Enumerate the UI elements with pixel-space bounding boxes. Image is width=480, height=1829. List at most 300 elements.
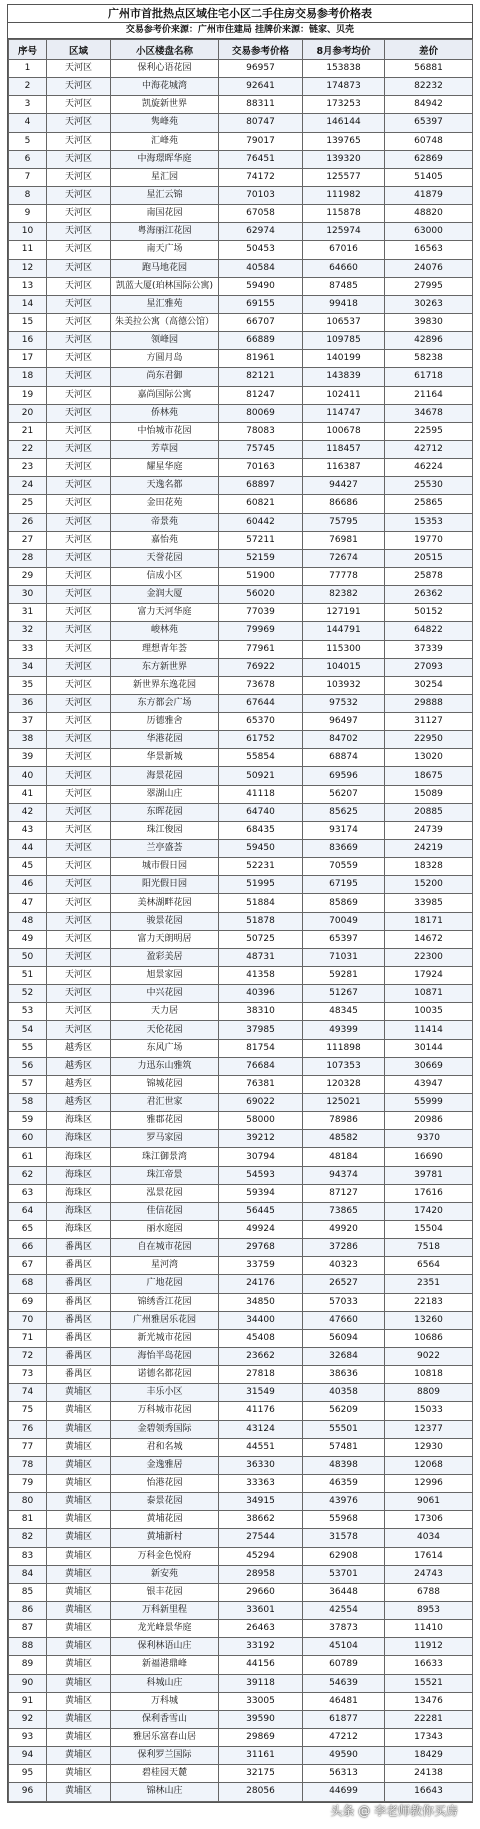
cell-reference-price: 33363 [219,1474,303,1492]
cell-index: 23 [9,459,47,477]
cell-index: 35 [9,676,47,694]
cell-estate-name: 锦城花园 [111,1075,219,1093]
table-row [9,1456,473,1474]
cell-price-difference: 27093 [385,658,473,676]
cell-price-difference: 2351 [385,1275,473,1293]
cell-estate-name: 金润大厦 [111,586,219,604]
cell-index: 42 [9,803,47,821]
cell-index: 19 [9,386,47,404]
cell-district: 番禺区 [47,1257,111,1275]
cell-district: 天河区 [47,930,111,948]
cell-estate-name: 锦林山庄 [111,1783,219,1801]
cell-index: 3 [9,96,47,114]
cell-index: 58 [9,1094,47,1112]
cell-estate-name: 耀星华庭 [111,459,219,477]
cell-august-avg-price: 86686 [303,495,385,513]
cell-district: 天河区 [47,332,111,350]
cell-august-avg-price: 85869 [303,894,385,912]
cell-price-difference: 14672 [385,930,473,948]
cell-estate-name: 理想青年荟 [111,640,219,658]
cell-price-difference: 17614 [385,1547,473,1565]
cell-district: 天河区 [47,840,111,858]
cell-price-difference: 13476 [385,1692,473,1710]
cell-estate-name: 凯蓝大厦(珀林国际公寓) [111,277,219,295]
cell-august-avg-price: 51267 [303,985,385,1003]
table-row [9,821,473,839]
cell-price-difference: 6564 [385,1257,473,1275]
cell-index: 85 [9,1583,47,1601]
cell-reference-price: 33005 [219,1692,303,1710]
table-row [9,1710,473,1728]
table-row [9,1202,473,1220]
cell-august-avg-price: 82382 [303,586,385,604]
cell-district: 黄埔区 [47,1438,111,1456]
cell-index: 15 [9,313,47,331]
cell-reference-price: 68435 [219,821,303,839]
table-row [9,767,473,785]
cell-district: 天河区 [47,350,111,368]
price-table-sheet [7,4,473,1803]
cell-price-difference: 17306 [385,1511,473,1529]
cell-reference-price: 76381 [219,1075,303,1093]
cell-index: 86 [9,1601,47,1619]
cell-district: 天河区 [47,295,111,313]
cell-price-difference: 51405 [385,168,473,186]
cell-reference-price: 39590 [219,1710,303,1728]
cell-reference-price: 70163 [219,459,303,477]
cell-august-avg-price: 40358 [303,1384,385,1402]
cell-district: 越秀区 [47,1094,111,1112]
table-row [9,1003,473,1021]
cell-price-difference: 16690 [385,1148,473,1166]
cell-price-difference: 64822 [385,622,473,640]
cell-price-difference: 13020 [385,749,473,767]
cell-reference-price: 51878 [219,912,303,930]
cell-august-avg-price: 102411 [303,386,385,404]
cell-price-difference: 27995 [385,277,473,295]
cell-august-avg-price: 84702 [303,731,385,749]
cell-index: 77 [9,1438,47,1456]
cell-district: 越秀区 [47,1075,111,1093]
table-row [9,1275,473,1293]
cell-august-avg-price: 71031 [303,948,385,966]
cell-august-avg-price: 77778 [303,567,385,585]
cell-index: 59 [9,1112,47,1130]
cell-price-difference: 22183 [385,1293,473,1311]
cell-estate-name: 历德雅舍 [111,713,219,731]
cell-index: 71 [9,1329,47,1347]
cell-reference-price: 45408 [219,1329,303,1347]
cell-district: 天河区 [47,549,111,567]
cell-price-difference: 30144 [385,1039,473,1057]
cell-reference-price: 33192 [219,1638,303,1656]
cell-reference-price: 44551 [219,1438,303,1456]
cell-index: 94 [9,1747,47,1765]
cell-reference-price: 50725 [219,930,303,948]
cell-estate-name: 佳信花园 [111,1202,219,1220]
cell-estate-name: 峻林苑 [111,622,219,640]
cell-august-avg-price: 26527 [303,1275,385,1293]
cell-index: 38 [9,731,47,749]
table-row [9,422,473,440]
cell-estate-name: 天逸名都 [111,477,219,495]
cell-reference-price: 61752 [219,731,303,749]
cell-district: 天河区 [47,785,111,803]
cell-august-avg-price: 65397 [303,930,385,948]
cell-reference-price: 76922 [219,658,303,676]
cell-price-difference: 21164 [385,386,473,404]
cell-estate-name: 天力居 [111,1003,219,1021]
cell-district: 天河区 [47,1021,111,1039]
cell-district: 番禺区 [47,1293,111,1311]
cell-district: 天河区 [47,640,111,658]
cell-index: 60 [9,1130,47,1148]
cell-index: 43 [9,821,47,839]
header-index: 序号 [9,40,47,60]
cell-district: 天河区 [47,586,111,604]
cell-index: 11 [9,241,47,259]
cell-reference-price: 34850 [219,1293,303,1311]
table-row [9,60,473,78]
cell-august-avg-price: 99418 [303,295,385,313]
cell-price-difference: 31127 [385,713,473,731]
cell-index: 13 [9,277,47,295]
cell-district: 番禺区 [47,1366,111,1384]
table-row [9,368,473,386]
cell-estate-name: 城市假日园 [111,858,219,876]
table-row [9,1347,473,1365]
cell-august-avg-price: 104015 [303,658,385,676]
cell-index: 36 [9,694,47,712]
cell-reference-price: 48731 [219,948,303,966]
cell-index: 22 [9,440,47,458]
cell-reference-price: 79969 [219,622,303,640]
table-row [9,567,473,585]
cell-index: 78 [9,1456,47,1474]
cell-august-avg-price: 32684 [303,1347,385,1365]
cell-reference-price: 23662 [219,1347,303,1365]
cell-index: 66 [9,1239,47,1257]
cell-estate-name: 信成小区 [111,567,219,585]
cell-price-difference: 16633 [385,1656,473,1674]
cell-reference-price: 27544 [219,1529,303,1547]
cell-reference-price: 67644 [219,694,303,712]
cell-august-avg-price: 94427 [303,477,385,495]
cell-price-difference: 10818 [385,1366,473,1384]
cell-index: 17 [9,350,47,368]
cell-estate-name: 尚东君御 [111,368,219,386]
table-row [9,676,473,694]
cell-price-difference: 39781 [385,1166,473,1184]
cell-index: 84 [9,1565,47,1583]
table-row [9,150,473,168]
cell-estate-name: 万科城市花园 [111,1402,219,1420]
cell-price-difference: 10871 [385,985,473,1003]
table-row [9,404,473,422]
cell-price-difference: 58238 [385,350,473,368]
cell-estate-name: 保利罗兰国际 [111,1747,219,1765]
cell-district: 天河区 [47,658,111,676]
cell-august-avg-price: 139765 [303,132,385,150]
cell-reference-price: 65370 [219,713,303,731]
cell-district: 黄埔区 [47,1420,111,1438]
cell-district: 天河区 [47,912,111,930]
cell-reference-price: 37985 [219,1021,303,1039]
cell-reference-price: 59394 [219,1184,303,1202]
cell-august-avg-price: 37873 [303,1620,385,1638]
cell-district: 天河区 [47,967,111,985]
table-row [9,1747,473,1765]
cell-price-difference: 18675 [385,767,473,785]
cell-index: 47 [9,894,47,912]
cell-estate-name: 华景新城 [111,749,219,767]
cell-estate-name: 万科新里程 [111,1601,219,1619]
cell-reference-price: 43124 [219,1420,303,1438]
cell-august-avg-price: 47660 [303,1311,385,1329]
cell-district: 番禺区 [47,1239,111,1257]
cell-estate-name: 东方都会广场 [111,694,219,712]
cell-august-avg-price: 64660 [303,259,385,277]
table-row [9,1311,473,1329]
cell-august-avg-price: 55968 [303,1511,385,1529]
cell-august-avg-price: 76981 [303,531,385,549]
cell-reference-price: 41358 [219,967,303,985]
cell-district: 天河区 [47,78,111,96]
cell-estate-name: 金逸雅居 [111,1456,219,1474]
cell-index: 65 [9,1221,47,1239]
cell-price-difference: 63000 [385,223,473,241]
cell-price-difference: 7518 [385,1239,473,1257]
cell-index: 2 [9,78,47,96]
table-row [9,78,473,96]
cell-index: 69 [9,1293,47,1311]
cell-estate-name: 碧桂园天麓 [111,1765,219,1783]
table-row [9,894,473,912]
cell-district: 黄埔区 [47,1547,111,1565]
cell-estate-name: 中海花城湾 [111,78,219,96]
cell-august-avg-price: 106537 [303,313,385,331]
cell-reference-price: 80069 [219,404,303,422]
cell-index: 8 [9,186,47,204]
cell-reference-price: 58000 [219,1112,303,1130]
cell-price-difference: 22950 [385,731,473,749]
cell-estate-name: 银丰花园 [111,1583,219,1601]
table-row [9,622,473,640]
cell-index: 74 [9,1384,47,1402]
table-row [9,1329,473,1347]
cell-district: 天河区 [47,96,111,114]
cell-price-difference: 46224 [385,459,473,477]
cell-reference-price: 36330 [219,1456,303,1474]
table-row [9,840,473,858]
cell-estate-name: 泰景花园 [111,1493,219,1511]
cell-price-difference: 10035 [385,1003,473,1021]
cell-august-avg-price: 67195 [303,876,385,894]
cell-august-avg-price: 125974 [303,223,385,241]
table-row [9,1257,473,1275]
cell-index: 95 [9,1765,47,1783]
cell-price-difference: 12068 [385,1456,473,1474]
cell-district: 天河区 [47,821,111,839]
cell-reference-price: 66889 [219,332,303,350]
cell-index: 52 [9,985,47,1003]
cell-august-avg-price: 115878 [303,205,385,223]
cell-estate-name: 新福港鼎峰 [111,1656,219,1674]
cell-august-avg-price: 75795 [303,513,385,531]
cell-august-avg-price: 115300 [303,640,385,658]
cell-index: 88 [9,1638,47,1656]
cell-district: 天河区 [47,132,111,150]
table-row [9,1620,473,1638]
cell-district: 海珠区 [47,1130,111,1148]
table-row [9,1493,473,1511]
cell-reference-price: 29660 [219,1583,303,1601]
cell-district: 天河区 [47,567,111,585]
cell-district: 黄埔区 [47,1474,111,1492]
cell-district: 黄埔区 [47,1493,111,1511]
cell-price-difference: 62869 [385,150,473,168]
table-row [9,713,473,731]
cell-august-avg-price: 109785 [303,332,385,350]
cell-august-avg-price: 48582 [303,1130,385,1148]
cell-price-difference: 39830 [385,313,473,331]
table-row [9,1656,473,1674]
cell-estate-name: 华港花园 [111,731,219,749]
cell-reference-price: 82121 [219,368,303,386]
cell-district: 黄埔区 [47,1511,111,1529]
table-row [9,1565,473,1583]
cell-district: 天河区 [47,60,111,78]
table-body [9,60,473,1802]
cell-august-avg-price: 125577 [303,168,385,186]
cell-district: 海珠区 [47,1112,111,1130]
cell-estate-name: 汇峰苑 [111,132,219,150]
table-row [9,223,473,241]
cell-index: 68 [9,1275,47,1293]
table-row [9,1094,473,1112]
cell-index: 39 [9,749,47,767]
cell-district: 黄埔区 [47,1728,111,1746]
table-header-row [9,40,473,60]
table-row [9,912,473,930]
cell-index: 62 [9,1166,47,1184]
table-row [9,96,473,114]
cell-index: 29 [9,567,47,585]
cell-index: 75 [9,1402,47,1420]
cell-price-difference: 20986 [385,1112,473,1130]
cell-august-avg-price: 94374 [303,1166,385,1184]
cell-estate-name: 泓景花园 [111,1184,219,1202]
cell-reference-price: 24176 [219,1275,303,1293]
cell-price-difference: 30254 [385,676,473,694]
cell-district: 天河区 [47,205,111,223]
table-row [9,803,473,821]
table-row [9,531,473,549]
cell-index: 10 [9,223,47,241]
cell-index: 51 [9,967,47,985]
table-row [9,277,473,295]
cell-index: 87 [9,1620,47,1638]
table-row [9,876,473,894]
cell-district: 海珠区 [47,1202,111,1220]
table-row [9,1384,473,1402]
table-row [9,1075,473,1093]
table-row [9,1112,473,1130]
cell-price-difference: 17420 [385,1202,473,1220]
cell-reference-price: 32175 [219,1765,303,1783]
cell-reference-price: 81961 [219,350,303,368]
cell-district: 天河区 [47,876,111,894]
cell-august-avg-price: 83669 [303,840,385,858]
table-row [9,459,473,477]
cell-estate-name: 中怡城市花园 [111,422,219,440]
cell-estate-name: 芳草园 [111,440,219,458]
cell-reference-price: 54593 [219,1166,303,1184]
cell-price-difference: 9022 [385,1347,473,1365]
table-row [9,967,473,985]
cell-price-difference: 17924 [385,967,473,985]
cell-index: 76 [9,1420,47,1438]
cell-district: 黄埔区 [47,1765,111,1783]
cell-august-avg-price: 56313 [303,1765,385,1783]
table-row [9,1583,473,1601]
cell-district: 天河区 [47,604,111,622]
table-row [9,313,473,331]
cell-august-avg-price: 31578 [303,1529,385,1547]
cell-price-difference: 11410 [385,1620,473,1638]
cell-reference-price: 68897 [219,477,303,495]
cell-estate-name: 君和名城 [111,1438,219,1456]
cell-august-avg-price: 87485 [303,277,385,295]
page-title: 广州市首批热点区域住宅小区二手住房交易参考价格表 [8,5,472,23]
cell-price-difference: 42712 [385,440,473,458]
cell-estate-name: 隽峰苑 [111,114,219,132]
table-row [9,1765,473,1783]
cell-index: 37 [9,713,47,731]
cell-index: 28 [9,549,47,567]
cell-district: 海珠区 [47,1148,111,1166]
cell-reference-price: 64740 [219,803,303,821]
cell-index: 6 [9,150,47,168]
cell-august-avg-price: 139320 [303,150,385,168]
cell-price-difference: 42896 [385,332,473,350]
table-row [9,731,473,749]
cell-price-difference: 22281 [385,1710,473,1728]
cell-reference-price: 69155 [219,295,303,313]
table-row [9,1148,473,1166]
table-row [9,513,473,531]
cell-estate-name: 帝景苑 [111,513,219,531]
cell-index: 20 [9,404,47,422]
cell-district: 天河区 [47,894,111,912]
cell-district: 番禺区 [47,1275,111,1293]
cell-price-difference: 25878 [385,567,473,585]
table-row [9,858,473,876]
cell-district: 番禺区 [47,1347,111,1365]
cell-district: 天河区 [47,531,111,549]
cell-estate-name: 阳光假日园 [111,876,219,894]
cell-estate-name: 黄埔新村 [111,1529,219,1547]
cell-price-difference: 24739 [385,821,473,839]
cell-august-avg-price: 70559 [303,858,385,876]
table-row [9,332,473,350]
cell-price-difference: 12996 [385,1474,473,1492]
cell-price-difference: 15521 [385,1674,473,1692]
cell-estate-name: 粤海丽江花园 [111,223,219,241]
cell-august-avg-price: 127191 [303,604,385,622]
cell-district: 天河区 [47,459,111,477]
cell-price-difference: 43947 [385,1075,473,1093]
